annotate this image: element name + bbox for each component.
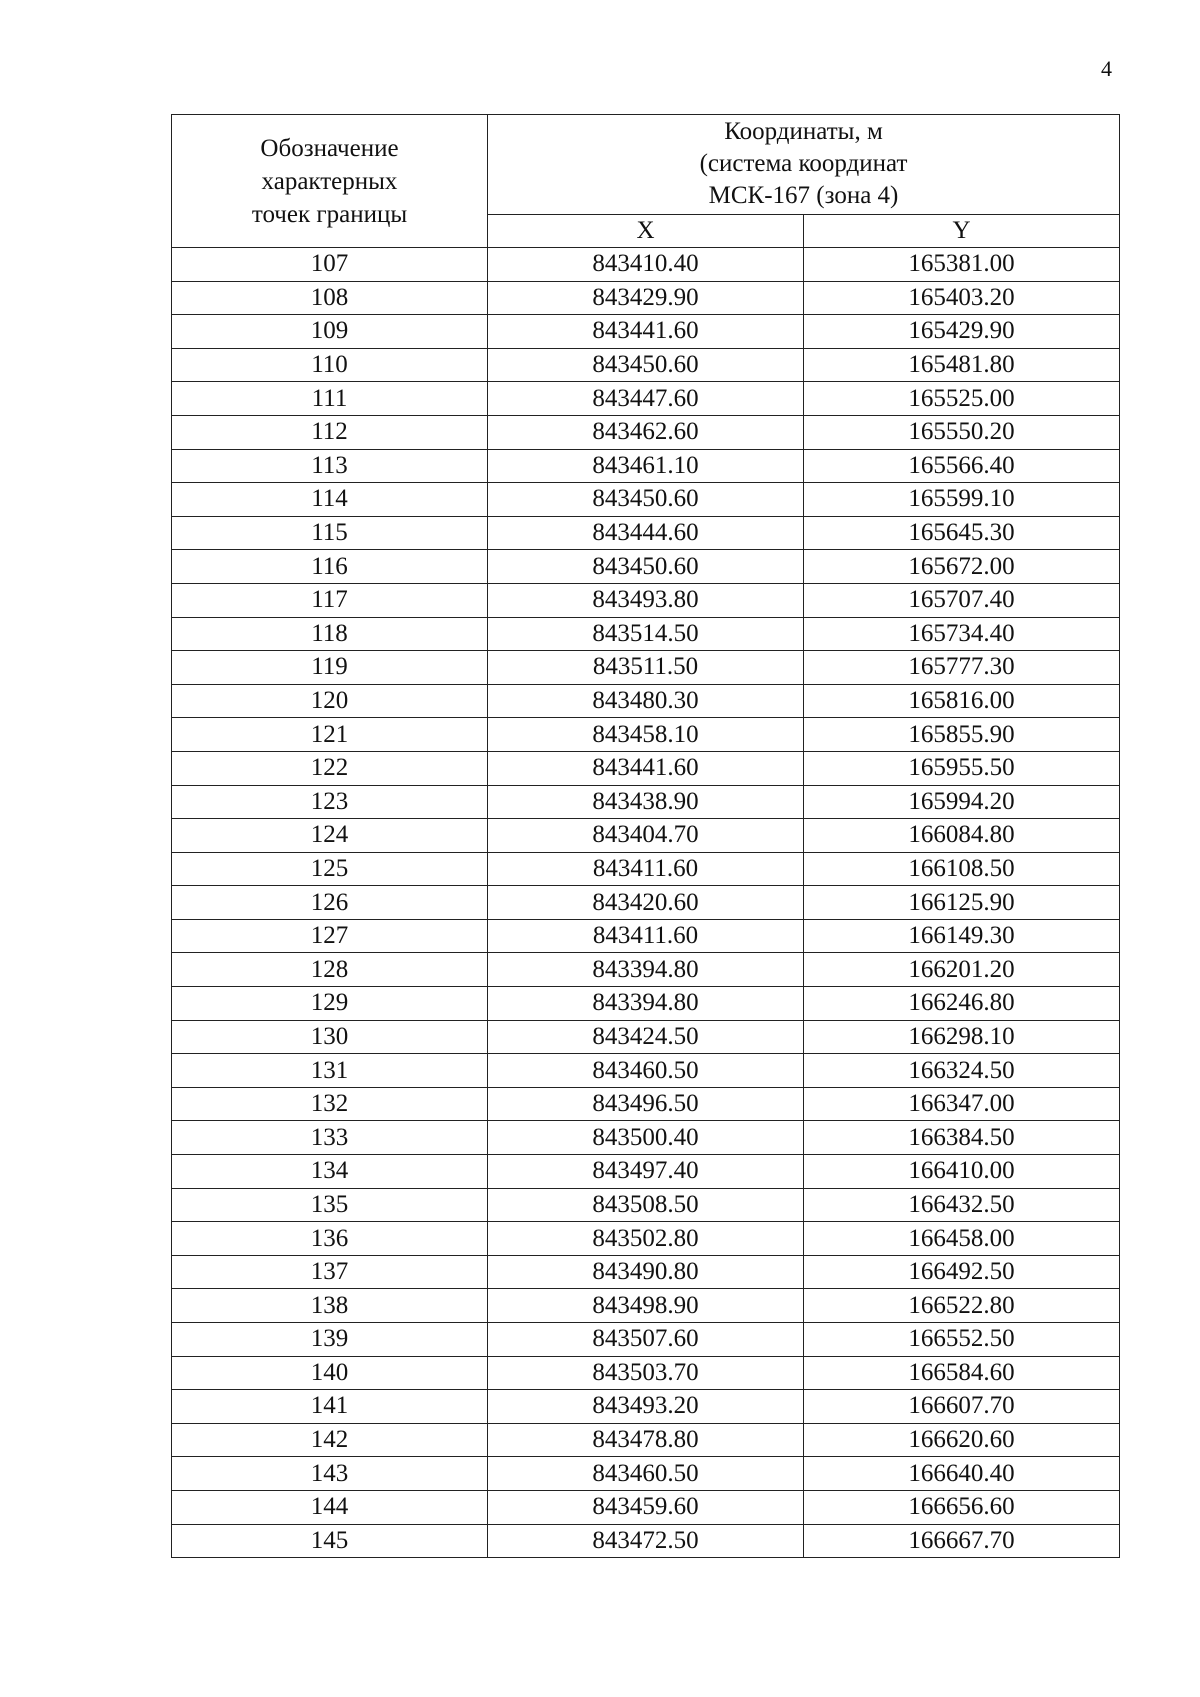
table-row bbox=[172, 1390, 1120, 1424]
table-row bbox=[172, 1155, 1120, 1189]
y-coordinate-cell: 166584.60 bbox=[804, 1356, 1120, 1390]
x-coordinate-cell: 843429.90 bbox=[488, 281, 804, 315]
point-cell: 121 bbox=[172, 718, 488, 752]
x-coordinate-cell: 843394.80 bbox=[488, 987, 804, 1021]
page-number: 4 bbox=[1101, 56, 1112, 81]
y-coordinate-cell: 166298.10 bbox=[804, 1020, 1120, 1054]
point-cell: 135 bbox=[172, 1188, 488, 1222]
table-row bbox=[172, 415, 1120, 449]
point-cell: 122 bbox=[172, 751, 488, 785]
table-row bbox=[172, 348, 1120, 382]
coordinates-table bbox=[171, 114, 1120, 1558]
x-coordinate-cell: 843394.80 bbox=[488, 953, 804, 987]
table-row bbox=[172, 1222, 1120, 1256]
x-coordinate-cell: 843450.60 bbox=[488, 550, 804, 584]
y-coordinate-cell: 165672.00 bbox=[804, 550, 1120, 584]
table-row bbox=[172, 449, 1120, 483]
y-coordinate-cell: 166607.70 bbox=[804, 1390, 1120, 1424]
point-cell: 128 bbox=[172, 953, 488, 987]
table-row bbox=[172, 953, 1120, 987]
y-coordinate-cell: 166324.50 bbox=[804, 1054, 1120, 1088]
point-cell: 114 bbox=[172, 483, 488, 517]
y-coordinate-cell: 165481.80 bbox=[804, 348, 1120, 382]
point-cell: 117 bbox=[172, 583, 488, 617]
y-coordinate-cell: 166384.50 bbox=[804, 1121, 1120, 1155]
point-cell: 116 bbox=[172, 550, 488, 584]
point-cell: 133 bbox=[172, 1121, 488, 1155]
table-row bbox=[172, 751, 1120, 785]
y-coordinate-cell: 165550.20 bbox=[804, 415, 1120, 449]
point-cell: 134 bbox=[172, 1155, 488, 1189]
y-coordinate-cell: 165429.90 bbox=[804, 315, 1120, 349]
x-coordinate-cell: 843493.20 bbox=[488, 1390, 804, 1424]
x-coordinate-cell: 843493.80 bbox=[488, 583, 804, 617]
point-cell: 109 bbox=[172, 315, 488, 349]
point-cell: 113 bbox=[172, 449, 488, 483]
y-coordinate-cell: 165599.10 bbox=[804, 483, 1120, 517]
point-cell: 108 bbox=[172, 281, 488, 315]
table-row bbox=[172, 382, 1120, 416]
point-cell: 112 bbox=[172, 415, 488, 449]
point-cell: 115 bbox=[172, 516, 488, 550]
point-cell: 139 bbox=[172, 1323, 488, 1357]
x-coordinate-cell: 843450.60 bbox=[488, 348, 804, 382]
y-column-header: Y bbox=[804, 214, 1120, 247]
coordinates-header-line: МСК-167 (зона 4) bbox=[708, 182, 899, 210]
point-cell: 110 bbox=[172, 348, 488, 382]
x-coordinate-cell: 843460.50 bbox=[488, 1054, 804, 1088]
x-coordinate-cell: 843458.10 bbox=[488, 718, 804, 752]
table-row bbox=[172, 1524, 1120, 1558]
x-coordinate-cell: 843480.30 bbox=[488, 684, 804, 718]
table-row bbox=[172, 1020, 1120, 1054]
x-coordinate-cell: 843461.10 bbox=[488, 449, 804, 483]
y-coordinate-cell: 166552.50 bbox=[804, 1323, 1120, 1357]
table-row bbox=[172, 886, 1120, 920]
x-coordinate-cell: 843503.70 bbox=[488, 1356, 804, 1390]
point-cell: 120 bbox=[172, 684, 488, 718]
x-coordinate-cell: 843459.60 bbox=[488, 1490, 804, 1524]
table-row bbox=[172, 315, 1120, 349]
x-coordinate-cell: 843444.60 bbox=[488, 516, 804, 550]
x-coordinate-cell: 843497.40 bbox=[488, 1155, 804, 1189]
point-cell: 118 bbox=[172, 617, 488, 651]
y-coordinate-cell: 166125.90 bbox=[804, 886, 1120, 920]
table-row bbox=[172, 281, 1120, 315]
table-row bbox=[172, 617, 1120, 651]
point-cell: 119 bbox=[172, 651, 488, 685]
designation-header-line: Обозначение bbox=[260, 134, 399, 162]
y-coordinate-cell: 165525.00 bbox=[804, 382, 1120, 416]
table-row bbox=[172, 483, 1120, 517]
table-row bbox=[172, 819, 1120, 853]
table-row bbox=[172, 1087, 1120, 1121]
point-cell: 132 bbox=[172, 1087, 488, 1121]
table-header-row bbox=[172, 115, 1120, 215]
y-coordinate-cell: 165566.40 bbox=[804, 449, 1120, 483]
x-coordinate-cell: 843424.50 bbox=[488, 1020, 804, 1054]
coordinates-header-line: (система координат bbox=[699, 150, 908, 178]
table-row bbox=[172, 1188, 1120, 1222]
point-cell: 124 bbox=[172, 819, 488, 853]
table-row bbox=[172, 1054, 1120, 1088]
x-coordinate-cell: 843460.50 bbox=[488, 1457, 804, 1491]
point-cell: 107 bbox=[172, 248, 488, 282]
point-cell: 144 bbox=[172, 1490, 488, 1524]
coordinates-header bbox=[488, 115, 1120, 215]
y-coordinate-cell: 166656.60 bbox=[804, 1490, 1120, 1524]
point-cell: 137 bbox=[172, 1255, 488, 1289]
table-row bbox=[172, 550, 1120, 584]
y-coordinate-cell: 166492.50 bbox=[804, 1255, 1120, 1289]
y-coordinate-cell: 166522.80 bbox=[804, 1289, 1120, 1323]
x-coordinate-cell: 843447.60 bbox=[488, 382, 804, 416]
y-coordinate-cell: 166432.50 bbox=[804, 1188, 1120, 1222]
y-coordinate-cell: 165381.00 bbox=[804, 248, 1120, 282]
x-coordinate-cell: 843438.90 bbox=[488, 785, 804, 819]
point-cell: 125 bbox=[172, 852, 488, 886]
y-coordinate-cell: 165955.50 bbox=[804, 751, 1120, 785]
y-coordinate-cell: 165777.30 bbox=[804, 651, 1120, 685]
point-cell: 142 bbox=[172, 1423, 488, 1457]
y-coordinate-cell: 166347.00 bbox=[804, 1087, 1120, 1121]
y-coordinate-cell: 166640.40 bbox=[804, 1457, 1120, 1491]
y-coordinate-cell: 166667.70 bbox=[804, 1524, 1120, 1558]
point-cell: 130 bbox=[172, 1020, 488, 1054]
x-coordinate-cell: 843472.50 bbox=[488, 1524, 804, 1558]
y-coordinate-cell: 165816.00 bbox=[804, 684, 1120, 718]
x-coordinate-cell: 843411.60 bbox=[488, 919, 804, 953]
point-cell: 136 bbox=[172, 1222, 488, 1256]
x-coordinate-cell: 843508.50 bbox=[488, 1188, 804, 1222]
designation-header-line: точек границы bbox=[251, 200, 408, 228]
y-coordinate-cell: 165734.40 bbox=[804, 617, 1120, 651]
table-row bbox=[172, 1289, 1120, 1323]
x-coordinate-cell: 843450.60 bbox=[488, 483, 804, 517]
x-coordinate-cell: 843498.90 bbox=[488, 1289, 804, 1323]
x-coordinate-cell: 843514.50 bbox=[488, 617, 804, 651]
point-cell: 140 bbox=[172, 1356, 488, 1390]
table-row bbox=[172, 785, 1120, 819]
table-row bbox=[172, 1457, 1120, 1491]
point-cell: 127 bbox=[172, 919, 488, 953]
table-row bbox=[172, 1121, 1120, 1155]
table-row bbox=[172, 919, 1120, 953]
x-coordinate-cell: 843411.60 bbox=[488, 852, 804, 886]
y-coordinate-cell: 166201.20 bbox=[804, 953, 1120, 987]
y-coordinate-cell: 165707.40 bbox=[804, 583, 1120, 617]
y-coordinate-cell: 165855.90 bbox=[804, 718, 1120, 752]
x-column-header: X bbox=[488, 214, 804, 247]
table-row bbox=[172, 852, 1120, 886]
point-cell: 123 bbox=[172, 785, 488, 819]
x-coordinate-cell: 843420.60 bbox=[488, 886, 804, 920]
point-cell: 143 bbox=[172, 1457, 488, 1491]
y-coordinate-cell: 165994.20 bbox=[804, 785, 1120, 819]
designation-header bbox=[172, 115, 488, 248]
table-row bbox=[172, 583, 1120, 617]
coordinates-header-line: Координаты, м bbox=[724, 118, 883, 146]
table-row bbox=[172, 718, 1120, 752]
point-cell: 111 bbox=[172, 382, 488, 416]
y-coordinate-cell: 166084.80 bbox=[804, 819, 1120, 853]
table-row bbox=[172, 1323, 1120, 1357]
table-row bbox=[172, 248, 1120, 282]
table-row bbox=[172, 987, 1120, 1021]
table-row bbox=[172, 1255, 1120, 1289]
y-coordinate-cell: 166458.00 bbox=[804, 1222, 1120, 1256]
x-coordinate-cell: 843496.50 bbox=[488, 1087, 804, 1121]
y-coordinate-cell: 166246.80 bbox=[804, 987, 1120, 1021]
x-coordinate-cell: 843441.60 bbox=[488, 751, 804, 785]
point-cell: 129 bbox=[172, 987, 488, 1021]
table-row bbox=[172, 684, 1120, 718]
x-coordinate-cell: 843462.60 bbox=[488, 415, 804, 449]
x-coordinate-cell: 843478.80 bbox=[488, 1423, 804, 1457]
y-coordinate-cell: 166410.00 bbox=[804, 1155, 1120, 1189]
x-coordinate-cell: 843441.60 bbox=[488, 315, 804, 349]
point-cell: 131 bbox=[172, 1054, 488, 1088]
y-coordinate-cell: 166108.50 bbox=[804, 852, 1120, 886]
y-coordinate-cell: 165645.30 bbox=[804, 516, 1120, 550]
y-coordinate-cell: 166149.30 bbox=[804, 919, 1120, 953]
point-cell: 126 bbox=[172, 886, 488, 920]
x-coordinate-cell: 843502.80 bbox=[488, 1222, 804, 1256]
x-coordinate-cell: 843511.50 bbox=[488, 651, 804, 685]
table-row bbox=[172, 1423, 1120, 1457]
table-row bbox=[172, 516, 1120, 550]
point-cell: 145 bbox=[172, 1524, 488, 1558]
x-coordinate-cell: 843410.40 bbox=[488, 248, 804, 282]
y-coordinate-cell: 165403.20 bbox=[804, 281, 1120, 315]
table-row bbox=[172, 1356, 1120, 1390]
x-coordinate-cell: 843490.80 bbox=[488, 1255, 804, 1289]
y-coordinate-cell: 166620.60 bbox=[804, 1423, 1120, 1457]
table-row bbox=[172, 651, 1120, 685]
designation-header-line: характерных bbox=[261, 167, 398, 195]
table-row bbox=[172, 1490, 1120, 1524]
x-coordinate-cell: 843507.60 bbox=[488, 1323, 804, 1357]
x-coordinate-cell: 843500.40 bbox=[488, 1121, 804, 1155]
table-body bbox=[172, 248, 1120, 1558]
point-cell: 138 bbox=[172, 1289, 488, 1323]
point-cell: 141 bbox=[172, 1390, 488, 1424]
x-coordinate-cell: 843404.70 bbox=[488, 819, 804, 853]
